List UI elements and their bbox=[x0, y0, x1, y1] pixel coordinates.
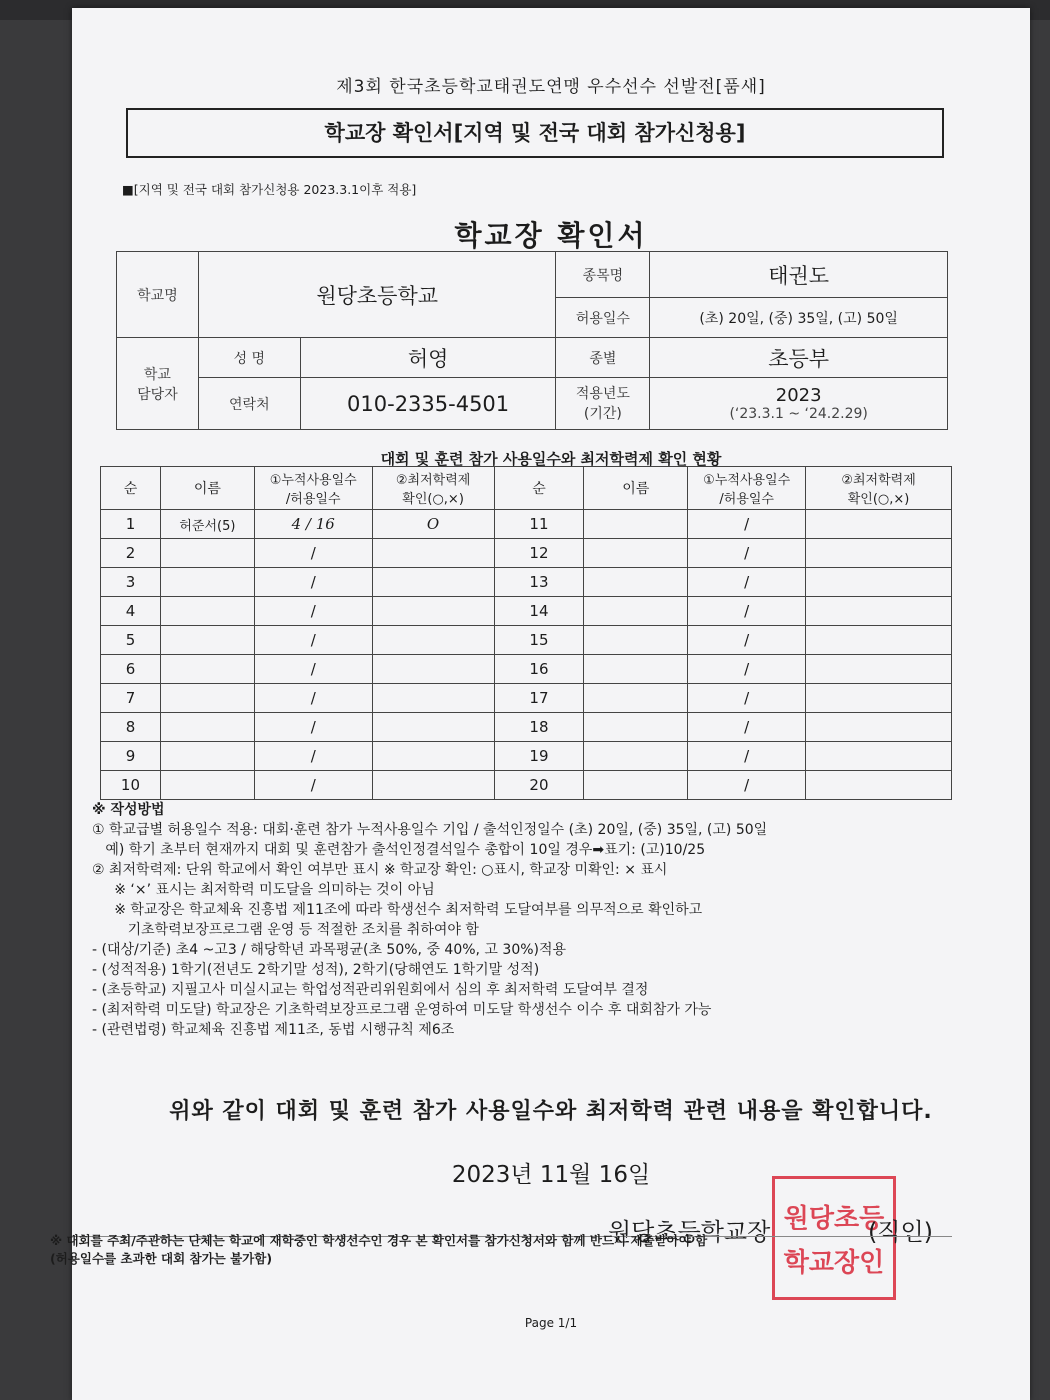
row-no: 6 bbox=[101, 655, 161, 684]
row-min bbox=[372, 568, 494, 597]
row-min bbox=[372, 626, 494, 655]
row-min bbox=[372, 684, 494, 713]
row-min bbox=[806, 510, 952, 539]
contact-label: 연락처 bbox=[198, 378, 300, 430]
header-name: 이름 bbox=[160, 467, 254, 510]
row-name bbox=[160, 742, 254, 771]
row-no: 15 bbox=[494, 626, 584, 655]
school-label: 학교명 bbox=[117, 252, 199, 338]
row-name bbox=[584, 684, 688, 713]
document-title: 학교장 확인서 bbox=[454, 219, 648, 252]
row-name bbox=[160, 684, 254, 713]
row-no: 18 bbox=[494, 713, 584, 742]
instruction-line: - (성적적용) 1학기(전년도 2학기말 성적), 2학기(당해연도 1학기말 성적) bbox=[92, 962, 540, 978]
year-cell bbox=[650, 378, 948, 430]
header-min: ②최저학력제 확인(○,×) bbox=[372, 467, 494, 510]
row-no: 9 bbox=[101, 742, 161, 771]
participation-table bbox=[100, 466, 952, 800]
row-no: 19 bbox=[494, 742, 584, 771]
row-name bbox=[584, 539, 688, 568]
header-name: 이름 bbox=[584, 467, 688, 510]
row-min bbox=[372, 742, 494, 771]
row-days: / bbox=[688, 626, 806, 655]
instructions bbox=[92, 800, 992, 1040]
seal-mark: (직인) bbox=[867, 1218, 934, 1246]
row-no: 16 bbox=[494, 655, 584, 684]
row-min: O bbox=[372, 510, 494, 539]
row-days: 4 / 16 bbox=[254, 510, 372, 539]
row-name bbox=[160, 539, 254, 568]
row-no: 1 bbox=[101, 510, 161, 539]
row-min bbox=[372, 713, 494, 742]
row-min bbox=[372, 655, 494, 684]
row-min bbox=[372, 771, 494, 800]
row-days: / bbox=[688, 771, 806, 800]
row-days: / bbox=[688, 568, 806, 597]
table-row bbox=[101, 568, 952, 597]
row-days: / bbox=[688, 684, 806, 713]
row-no: 20 bbox=[494, 771, 584, 800]
instruction-line: - (최저학력 미도달) 학교장은 기초학력보장프로그램 운영하여 미도달 학생선수 이수 후 대회참가 가능 bbox=[92, 1002, 712, 1018]
instructions-heading: ※ 작성방법 bbox=[92, 802, 165, 818]
page-number: Page 1/1 bbox=[524, 1316, 578, 1330]
table-row bbox=[101, 510, 952, 539]
row-days: / bbox=[254, 568, 372, 597]
row-min bbox=[806, 626, 952, 655]
row-no: 13 bbox=[494, 568, 584, 597]
row-min bbox=[372, 539, 494, 568]
row-no: 11 bbox=[494, 510, 584, 539]
sport-value: 태권도 bbox=[650, 252, 948, 298]
form-title-box: 학교장 확인서[지역 및 전국 대회 참가신청용] bbox=[126, 108, 944, 158]
row-min bbox=[806, 539, 952, 568]
row-name bbox=[160, 713, 254, 742]
footnote-line-1: ※ 대회를 주최/주관하는 단체는 학교에 재학중인 학생선수인 경우 본 확인서를 참가신청서와 함께 반드시 제출받아야 함 bbox=[50, 1233, 708, 1248]
row-no: 3 bbox=[101, 568, 161, 597]
row-name bbox=[584, 568, 688, 597]
category-label: 종별 bbox=[556, 338, 650, 378]
applicability-note: ■[지역 및 전국 대회 참가신청용 2023.3.1이후 적용] bbox=[122, 182, 417, 197]
instruction-line: - (대상/기준) 초4 ~고3 / 해당학년 과목평균(초 50%, 중 40%, 고 30%)적용 bbox=[92, 942, 567, 958]
table-row bbox=[101, 655, 952, 684]
seal-line-1: 원당초등 bbox=[783, 1204, 885, 1234]
table-row bbox=[101, 684, 952, 713]
row-days: / bbox=[688, 655, 806, 684]
row-days: / bbox=[254, 713, 372, 742]
row-no: 17 bbox=[494, 684, 584, 713]
row-days: / bbox=[254, 655, 372, 684]
table-row bbox=[101, 597, 952, 626]
school-name: 원당초등학교 bbox=[198, 252, 556, 338]
row-no: 10 bbox=[101, 771, 161, 800]
row-name bbox=[584, 510, 688, 539]
header-no: 순 bbox=[101, 467, 161, 510]
row-name bbox=[584, 742, 688, 771]
row-days: / bbox=[688, 742, 806, 771]
row-name bbox=[584, 597, 688, 626]
table-row bbox=[101, 713, 952, 742]
confirmation-statement: 위와 같이 대회 및 훈련 참가 사용일수와 최저학력 관련 내용을 확인합니다. bbox=[169, 1099, 933, 1124]
row-name bbox=[160, 771, 254, 800]
allowed-days-label: 허용일수 bbox=[556, 298, 650, 338]
row-days: / bbox=[254, 626, 372, 655]
row-days: / bbox=[254, 684, 372, 713]
instruction-line: - (관련법령) 학교체육 진흥법 제11조, 동법 시행규칙 제6조 bbox=[92, 1022, 455, 1038]
row-min bbox=[806, 771, 952, 800]
instruction-line: ※ 학교장은 학교체육 진흥법 제11조에 따라 학생선수 최저학력 도달여부를 의무적으로 확인하고 bbox=[92, 902, 703, 918]
row-name: 허준서(5) bbox=[160, 510, 254, 539]
instruction-line: 예) 학기 초부터 현재까지 대회 및 훈련참가 출석인정결석일수 총합이 10일 경우➡표기: (고)10/25 bbox=[92, 842, 706, 858]
instruction-line: ② 최저학력제: 단위 학교에서 확인 여부만 표시 ※ 학교장 확인: ○표시, 학교장 미확인: × 표시 bbox=[92, 862, 668, 878]
row-name bbox=[160, 655, 254, 684]
row-name bbox=[584, 626, 688, 655]
header-days: ①누적사용일수 /허용일수 bbox=[254, 467, 372, 510]
row-days: / bbox=[688, 713, 806, 742]
row-name bbox=[584, 771, 688, 800]
row-min bbox=[806, 655, 952, 684]
instruction-line: ① 학교급별 허용일수 적용: 대회·훈련 참가 누적사용일수 기입 / 출석인정일수 (초) 20일, (중) 35일, (고) 50일 bbox=[92, 822, 768, 838]
row-days: / bbox=[688, 539, 806, 568]
signer-name: 원당초등학교장 bbox=[608, 1218, 771, 1246]
row-name bbox=[160, 597, 254, 626]
manager-label: 학교 담당자 bbox=[117, 338, 199, 430]
row-min bbox=[806, 568, 952, 597]
row-name bbox=[160, 568, 254, 597]
manager-name: 허영 bbox=[300, 338, 556, 378]
row-days: / bbox=[254, 597, 372, 626]
table-row bbox=[101, 771, 952, 800]
year-label: 적용년도 (기간) bbox=[556, 378, 650, 430]
seal-line-2: 학교장인 bbox=[783, 1248, 885, 1278]
category-value: 초등부 bbox=[650, 338, 948, 378]
row-no: 8 bbox=[101, 713, 161, 742]
row-name bbox=[584, 713, 688, 742]
instruction-line: 기초학력보장프로그램 운영 등 적절한 조치를 취하여야 함 bbox=[92, 922, 479, 938]
year-value: 2023 bbox=[775, 385, 822, 406]
row-no: 4 bbox=[101, 597, 161, 626]
sport-label: 종목명 bbox=[556, 252, 650, 298]
row-no: 12 bbox=[494, 539, 584, 568]
row-no: 2 bbox=[101, 539, 161, 568]
table-row bbox=[101, 626, 952, 655]
row-no: 7 bbox=[101, 684, 161, 713]
header-days: ①누적사용일수 /허용일수 bbox=[688, 467, 806, 510]
row-no: 14 bbox=[494, 597, 584, 626]
document-page bbox=[50, 8, 1030, 1400]
row-no: 5 bbox=[101, 626, 161, 655]
instruction-line: - (초등학교) 지필고사 미실시교는 학업성적관리위원회에서 심의 후 최저학력 도달여부 결정 bbox=[92, 982, 649, 998]
section-title: 대회 및 훈련 참가 사용일수와 최저학력제 확인 현황 bbox=[380, 450, 722, 468]
allowed-days-value: (초) 20일, (중) 35일, (고) 50일 bbox=[650, 298, 948, 338]
footnote bbox=[50, 1232, 970, 1268]
table-row bbox=[101, 742, 952, 771]
info-table bbox=[116, 251, 948, 430]
row-min bbox=[806, 713, 952, 742]
footnote-line-2: (허용일수를 초과한 대회 참가는 불가함) bbox=[50, 1251, 273, 1266]
row-days: / bbox=[688, 597, 806, 626]
row-days: / bbox=[254, 742, 372, 771]
issue-date: 2023년 11월 16일 bbox=[451, 1162, 651, 1188]
header-min: ②최저학력제 확인(○,×) bbox=[806, 467, 952, 510]
name-label: 성 명 bbox=[198, 338, 300, 378]
table-row bbox=[101, 539, 952, 568]
header-no: 순 bbox=[494, 467, 584, 510]
row-name bbox=[160, 626, 254, 655]
row-min bbox=[806, 597, 952, 626]
row-name bbox=[584, 655, 688, 684]
row-days: / bbox=[254, 771, 372, 800]
row-min bbox=[806, 742, 952, 771]
row-min bbox=[806, 684, 952, 713]
row-days: / bbox=[688, 510, 806, 539]
instruction-line: ※ ‘×’ 표시는 최저학력 미도달을 의미하는 것이 아님 bbox=[92, 882, 435, 898]
row-min bbox=[372, 597, 494, 626]
row-days: / bbox=[254, 539, 372, 568]
contact-value: 010-2335-4501 bbox=[300, 378, 556, 430]
competition-title: 제3회 한국초등학교태권도연맹 우수선수 선발전[품새] bbox=[336, 77, 766, 97]
year-period: (‘23.3.1 ~ ‘24.2.29) bbox=[729, 406, 868, 422]
